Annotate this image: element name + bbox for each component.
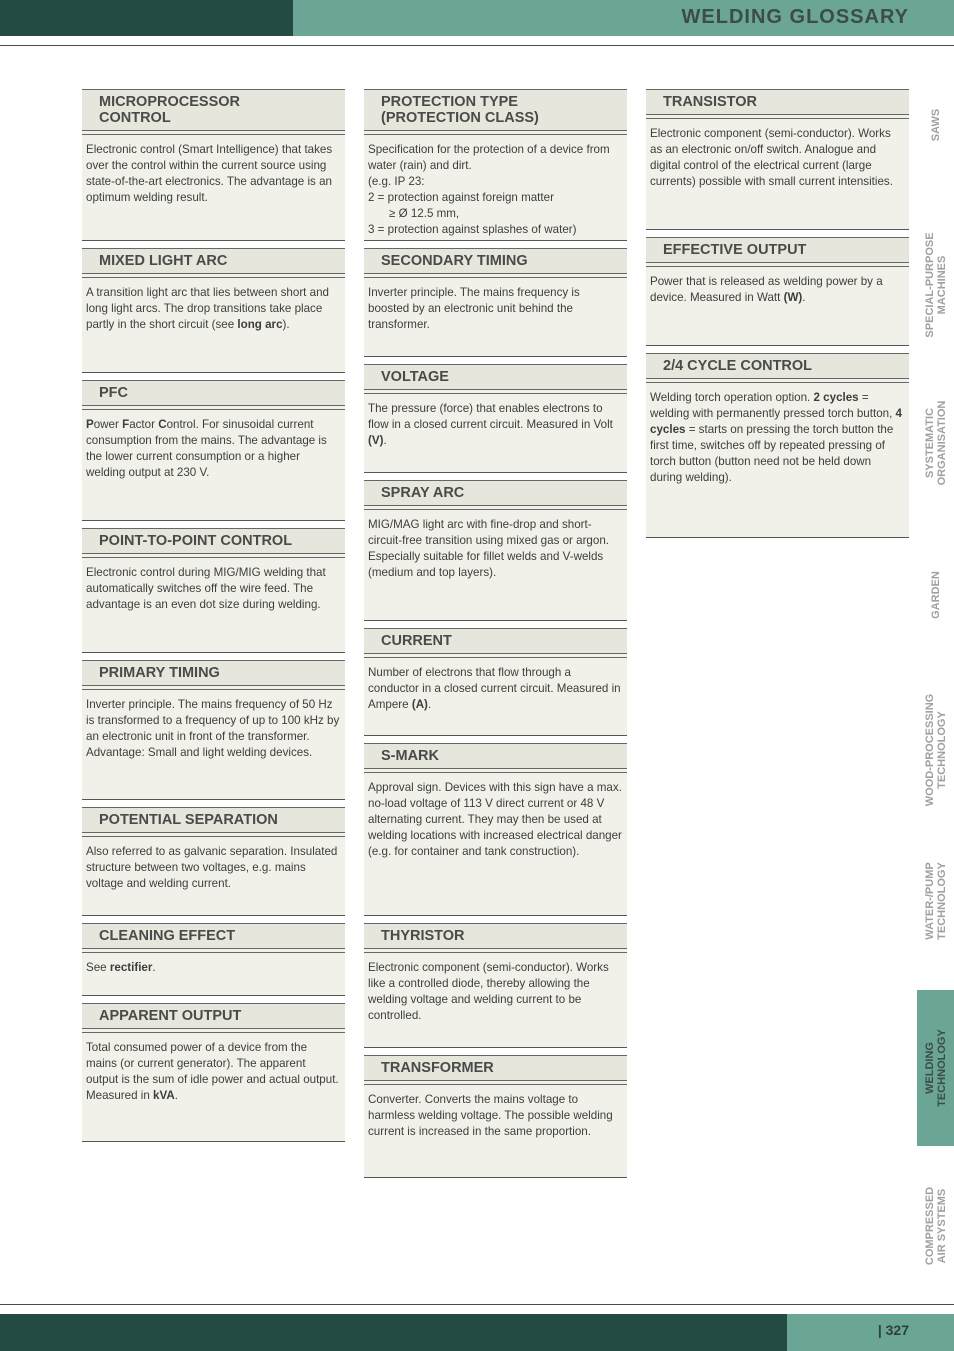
glossary-entry bbox=[646, 353, 909, 538]
glossary-term-line: CLEANING EFFECT bbox=[99, 928, 236, 944]
section-tab-label-line: MACHINES bbox=[935, 255, 948, 315]
glossary-term-line: THYRISTOR bbox=[381, 928, 465, 944]
glossary-entry bbox=[82, 380, 345, 521]
definition-text: . bbox=[174, 1089, 178, 1102]
glossary-term-line: 2/4 CYCLE CONTROL bbox=[663, 358, 813, 374]
section-tab-label-line: COMPRESSED bbox=[923, 1186, 936, 1265]
section-tab-label-line: SAWS bbox=[929, 108, 942, 142]
glossary-definition bbox=[646, 383, 909, 492]
definition-text: . bbox=[802, 291, 806, 304]
glossary-term bbox=[646, 237, 909, 263]
definition-text: ). bbox=[282, 318, 290, 331]
definition-text: Approval sign. Devices with this sign have a max. no-load voltage of 113 V direct current or 48 V alternating current. They may then be used at welding locations with increased electrical danger (e.g. for container and tank construction). bbox=[368, 781, 622, 858]
glossary-term bbox=[82, 923, 345, 949]
footer-rule bbox=[0, 1304, 954, 1305]
glossary-term-line: CONTROL bbox=[99, 110, 171, 126]
glossary-definition bbox=[646, 267, 909, 312]
definition-line bbox=[368, 665, 622, 713]
definition-text: 2 = protection against foreign matter bbox=[368, 191, 554, 204]
glossary-term bbox=[364, 923, 627, 949]
definition-line bbox=[86, 285, 340, 333]
definition-text: Inverter principle. The mains frequency of 50 Hz is transformed to a frequency of up to 100 kHz by an electronic unit in front of the transformer. Advantage: Small and light welding devices. bbox=[86, 698, 340, 759]
definition-line bbox=[86, 697, 340, 761]
definition-emphasis: 2 cycles bbox=[813, 391, 859, 404]
glossary-term bbox=[82, 807, 345, 833]
definition-emphasis: F bbox=[122, 418, 130, 431]
glossary-term-line: TRANSFORMER bbox=[381, 1060, 494, 1076]
definition-text: Electronic component (semi-conductor). Works like a controlled diode, thereby allowing the welding voltage and welding current to be controlled. bbox=[368, 961, 609, 1022]
section-tabs bbox=[917, 80, 954, 1300]
footer-dark-band bbox=[0, 1314, 787, 1351]
footer-light-band bbox=[787, 1314, 954, 1351]
section-tab-label-line: SYSTEMATIC bbox=[923, 407, 936, 479]
definition-line bbox=[368, 222, 622, 238]
glossary-definition bbox=[364, 394, 627, 455]
glossary-term bbox=[646, 89, 909, 115]
glossary-definition bbox=[82, 135, 345, 212]
section-tab[interactable] bbox=[917, 672, 954, 827]
footer-bar bbox=[0, 1314, 954, 1351]
section-tab[interactable] bbox=[917, 1158, 954, 1293]
section-tab-label bbox=[924, 232, 948, 337]
glossary-term bbox=[82, 660, 345, 686]
glossary-term bbox=[82, 248, 345, 274]
definition-line bbox=[86, 960, 340, 976]
glossary-term-line: APPARENT OUTPUT bbox=[99, 1008, 242, 1024]
definition-line bbox=[86, 142, 340, 206]
definition-line bbox=[368, 780, 622, 860]
definition-emphasis: C bbox=[158, 418, 167, 431]
glossary-term-line: PRIMARY TIMING bbox=[99, 665, 220, 681]
section-tab[interactable] bbox=[917, 990, 954, 1146]
glossary-definition bbox=[82, 837, 345, 898]
glossary-entry bbox=[364, 364, 627, 473]
glossary-definition bbox=[82, 1033, 345, 1110]
definition-text: ower bbox=[93, 418, 123, 431]
glossary-entry bbox=[82, 1003, 345, 1142]
definition-text: ≥ Ø 12.5 mm, bbox=[389, 207, 460, 220]
glossary-definition bbox=[82, 953, 345, 982]
section-tab-label-line: TECHNOLOGY bbox=[935, 861, 948, 940]
header-dark-band bbox=[0, 0, 293, 36]
section-tab-label-line: WOOD-PROCESSING bbox=[923, 693, 936, 806]
glossary-term-line: S-MARK bbox=[381, 748, 439, 764]
header-bar bbox=[0, 0, 954, 36]
glossary-definition bbox=[364, 135, 627, 244]
section-tab-label bbox=[924, 693, 948, 805]
definition-text: = welding with permanently pressed torch button, bbox=[650, 391, 896, 420]
definition-line bbox=[368, 285, 622, 333]
definition-text: Electronic component (semi-conductor). Works as an electronic on/off switch. Analogue and digital control of the electrical current (large currents) possible with small current intensities. bbox=[650, 127, 893, 188]
definition-line bbox=[368, 401, 622, 449]
glossary-term bbox=[82, 1003, 345, 1029]
definition-line bbox=[368, 174, 622, 190]
glossary-term-line: TRANSISTOR bbox=[663, 94, 757, 110]
definition-emphasis: (V) bbox=[368, 434, 384, 447]
glossary-term bbox=[364, 248, 627, 274]
glossary-definition bbox=[364, 953, 627, 1030]
definition-line bbox=[86, 844, 340, 892]
definition-text: Also referred to as galvanic separation. Insulated structure between two voltages, e.g. mains voltage and welding current. bbox=[86, 845, 338, 890]
glossary-entry bbox=[82, 923, 345, 996]
glossary-term bbox=[82, 89, 345, 131]
glossary-term-line: EFFECTIVE OUTPUT bbox=[663, 242, 807, 258]
section-tab-label-line: WATER-/PUMP bbox=[923, 861, 936, 940]
glossary-term bbox=[364, 1055, 627, 1081]
glossary-entry bbox=[364, 480, 627, 621]
glossary-entry bbox=[646, 237, 909, 346]
glossary-term-line: (PROTECTION CLASS) bbox=[381, 110, 539, 126]
section-tab-label-line: ORGANISATION bbox=[935, 400, 948, 486]
definition-text: . bbox=[383, 434, 387, 447]
section-tab[interactable] bbox=[917, 378, 954, 508]
glossary-term-line: VOLTAGE bbox=[381, 369, 449, 385]
glossary-definition bbox=[364, 658, 627, 719]
definition-text: See bbox=[86, 961, 110, 974]
definition-text: MIG/MAG light arc with fine-drop and short-circuit-free transition using mixed gas or argon. Especially suitable for fillet welds and V-welds (medium and top layers). bbox=[368, 518, 610, 579]
section-tab[interactable] bbox=[917, 80, 954, 170]
glossary-entry bbox=[82, 660, 345, 800]
definition-emphasis: P bbox=[86, 418, 94, 431]
definition-emphasis: 4 cycles bbox=[650, 407, 902, 436]
glossary-definition bbox=[82, 690, 345, 767]
glossary-term-line: PFC bbox=[99, 385, 128, 401]
glossary-entry bbox=[364, 743, 627, 916]
definition-text: Power that is released as welding power by a device. Measured in Watt bbox=[650, 275, 883, 304]
section-tab-label-line: WELDING bbox=[923, 1042, 936, 1094]
glossary-definition bbox=[82, 410, 345, 487]
definition-line bbox=[650, 274, 904, 306]
definition-line bbox=[368, 960, 622, 1024]
definition-text: A transition light arc that lies between short and long light arcs. The drop transitions take place partly in the short circuit (see bbox=[86, 286, 329, 331]
definition-emphasis: (W) bbox=[783, 291, 803, 304]
definition-line bbox=[86, 417, 340, 481]
section-tab-label bbox=[930, 109, 942, 141]
glossary-definition bbox=[364, 510, 627, 587]
glossary-term bbox=[364, 89, 627, 131]
definition-emphasis: (A) bbox=[411, 698, 428, 711]
glossary-entry bbox=[364, 89, 627, 241]
glossary-term-line: CURRENT bbox=[381, 633, 452, 649]
glossary-definition bbox=[646, 119, 909, 196]
definition-emphasis: kVA bbox=[153, 1089, 175, 1102]
glossary-term bbox=[364, 480, 627, 506]
definition-text: = starts on pressing the torch button the first time, switches off by repeated pressing of torch button (button need not be held down during welding). bbox=[650, 423, 894, 484]
section-tab-label-line: SPECIAL-PURPOSE bbox=[923, 232, 936, 338]
section-tab-label bbox=[930, 571, 942, 619]
glossary-entry bbox=[364, 923, 627, 1048]
definition-text: Converter. Converts the mains voltage to harmless welding voltage. The possible welding current is increased in the same proportion. bbox=[368, 1093, 613, 1138]
section-tab-label-line: TECHNOLOGY bbox=[935, 710, 948, 789]
page-number: | 327 bbox=[877, 1322, 909, 1338]
section-tab-label bbox=[924, 401, 948, 486]
glossary-entry bbox=[82, 89, 345, 241]
glossary-term-line: POTENTIAL SEPARATION bbox=[99, 812, 278, 828]
definition-text: Inverter principle. The mains frequency is boosted by an electronic unit behind the transformer. bbox=[368, 286, 580, 331]
definition-emphasis: long arc bbox=[237, 318, 283, 331]
definition-line bbox=[650, 126, 904, 190]
definition-line bbox=[86, 565, 340, 613]
glossary-term-line: SECONDARY TIMING bbox=[381, 253, 528, 269]
glossary-entry bbox=[364, 1055, 627, 1178]
definition-text: actor bbox=[129, 418, 159, 431]
definition-line bbox=[86, 1040, 340, 1104]
glossary-term-line: POINT-TO-POINT CONTROL bbox=[99, 533, 293, 549]
definition-text: ontrol. For sinusoidal current consumption from the mains. The advantage is the lower current consumption or a higher welding output at 230 V. bbox=[86, 418, 327, 479]
definition-line bbox=[368, 206, 622, 222]
glossary-entry bbox=[82, 807, 345, 916]
definition-text: . bbox=[152, 961, 156, 974]
header-rule bbox=[0, 45, 954, 46]
section-tab[interactable] bbox=[917, 532, 954, 657]
definition-text: Number of electrons that flow through a conductor in a closed current circuit. Measured in Ampere bbox=[368, 666, 621, 711]
glossary-term bbox=[82, 380, 345, 406]
definition-text: Welding torch operation option. bbox=[650, 391, 814, 404]
glossary-term-line: PROTECTION TYPE bbox=[381, 94, 518, 110]
definition-text: Total consumed power of a device from the mains (or current generator). The apparent output is the sum of idle power and actual output. Measured in bbox=[86, 1041, 339, 1102]
glossary-definition bbox=[82, 558, 345, 619]
glossary-term bbox=[364, 364, 627, 390]
section-tab-label-line: AIR SYSTEMS bbox=[935, 1188, 948, 1263]
glossary-definition bbox=[364, 1085, 627, 1146]
glossary-term bbox=[364, 743, 627, 769]
section-tab-label bbox=[924, 1186, 948, 1264]
section-tab-label-line: TECHNOLOGY bbox=[935, 1029, 948, 1107]
glossary-entry bbox=[364, 248, 627, 357]
section-tab[interactable] bbox=[917, 838, 954, 963]
definition-text: 3 = protection against splashes of water) bbox=[368, 223, 577, 236]
glossary-entry bbox=[82, 248, 345, 373]
section-tab-label bbox=[924, 1029, 948, 1107]
definition-line bbox=[368, 517, 622, 581]
section-tab-label-line: GARDEN bbox=[929, 570, 942, 619]
glossary-entry bbox=[364, 628, 627, 736]
definition-line bbox=[368, 1092, 622, 1140]
glossary-term-line: MIXED LIGHT ARC bbox=[99, 253, 228, 269]
definition-text: The pressure (force) that enables electrons to flow in a closed current circuit. Measured in Volt bbox=[368, 402, 613, 431]
glossary-definition bbox=[364, 773, 627, 866]
glossary-term bbox=[364, 628, 627, 654]
page-title: WELDING GLOSSARY bbox=[681, 6, 909, 28]
definition-text: (e.g. IP 23: bbox=[368, 175, 425, 188]
definition-line bbox=[368, 142, 622, 174]
definition-line bbox=[650, 390, 904, 486]
glossary-term bbox=[82, 528, 345, 554]
glossary-definition bbox=[82, 278, 345, 339]
glossary-term bbox=[646, 353, 909, 379]
glossary-definition bbox=[364, 278, 627, 339]
definition-text: Electronic control (Smart Intelligence) that takes over the control within the current source using state-of-the-art electronics. The advantage is an optimum welding result. bbox=[86, 143, 333, 204]
glossary-entry bbox=[82, 528, 345, 653]
definition-text: Specification for the protection of a device from water (rain) and dirt. bbox=[368, 143, 610, 172]
definition-line bbox=[368, 190, 622, 206]
glossary-term-line: MICROPROCESSOR bbox=[99, 94, 240, 110]
glossary-entry bbox=[646, 89, 909, 230]
section-tab-label bbox=[924, 862, 948, 940]
definition-text: Electronic control during MIG/MIG welding that automatically switches off the wire feed. The advantage is an even dot size during welding. bbox=[86, 566, 326, 611]
definition-emphasis: rectifier bbox=[109, 961, 153, 974]
section-tab[interactable] bbox=[917, 210, 954, 360]
definition-text: . bbox=[427, 698, 432, 711]
glossary-term-line: SPRAY ARC bbox=[381, 485, 465, 501]
